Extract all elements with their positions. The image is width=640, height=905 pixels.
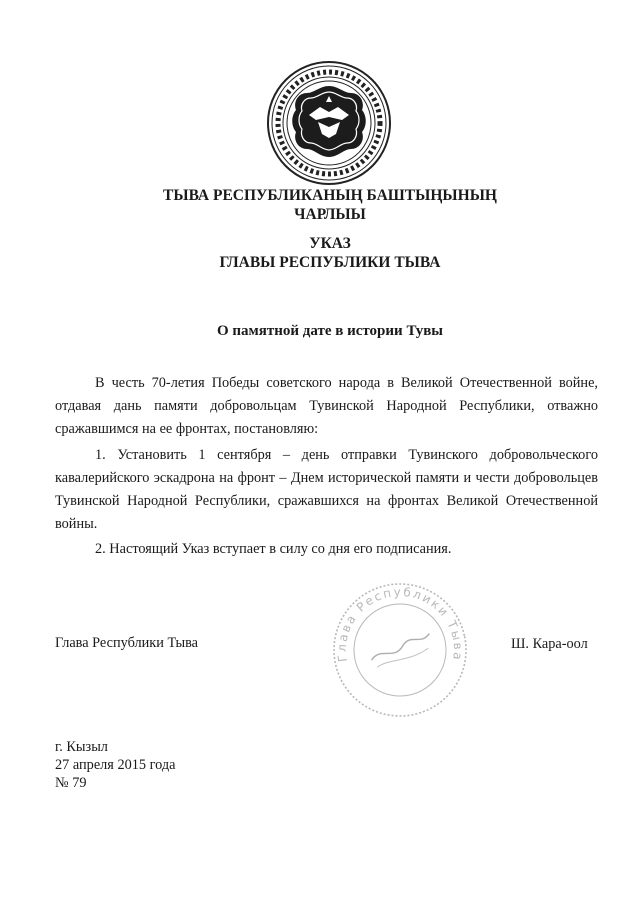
decree-body <box>55 372 598 562</box>
signer-name: Ш. Кара-оол <box>511 636 588 652</box>
document-type: УКАЗ <box>309 235 351 252</box>
document-type-heading <box>0 234 640 272</box>
decree-footer <box>55 738 176 792</box>
item-2-paragraph: 2. Настоящий Указ вступает в силу со дня его подписания. <box>95 541 452 558</box>
decree-subject <box>0 323 640 340</box>
svg-text:Глава Республики Тыва <box>330 580 469 688</box>
stamp-text: Глава Республики Тыва <box>334 584 466 663</box>
preamble-paragraph: В честь 70-летия Победы советского народа в Великой Отечественной войне, отдавая дань памяти добровольцам Тувинской Народной Республики, отважно сражавшимся на ее фронтах, постановляю: <box>55 375 598 438</box>
emblem-icon <box>266 60 392 186</box>
official-stamp <box>330 580 470 720</box>
issuer-heading <box>0 186 640 224</box>
decree-subject-text: О памятной дате в истории Тувы <box>216 323 444 339</box>
decree-number: № 79 <box>55 775 87 791</box>
document-issuer: ГЛАВЫ РЕСПУБЛИКИ ТЫВА <box>219 254 441 271</box>
item-1-paragraph: 1. Установить 1 сентября – день отправки Тувинского добровольческого кавалерийского эскадрона на фронт – Днем исторической памяти и чести добровольцев Тувинской Народной Республики, сражавшихся на фронтах Великой Отечественной войны. <box>55 446 598 533</box>
city: г. Кызыл <box>55 739 108 755</box>
decree-date: 27 апреля 2015 года <box>55 757 176 773</box>
signer-title: Глава Республики Тыва <box>55 635 198 651</box>
issuer-line-2: ЧАРЛЫЫ <box>294 206 366 223</box>
issuer-line-1: ТЫВА РЕСПУБЛИКАНЫҢ БАШТЫҢЫНЫҢ <box>163 187 497 204</box>
